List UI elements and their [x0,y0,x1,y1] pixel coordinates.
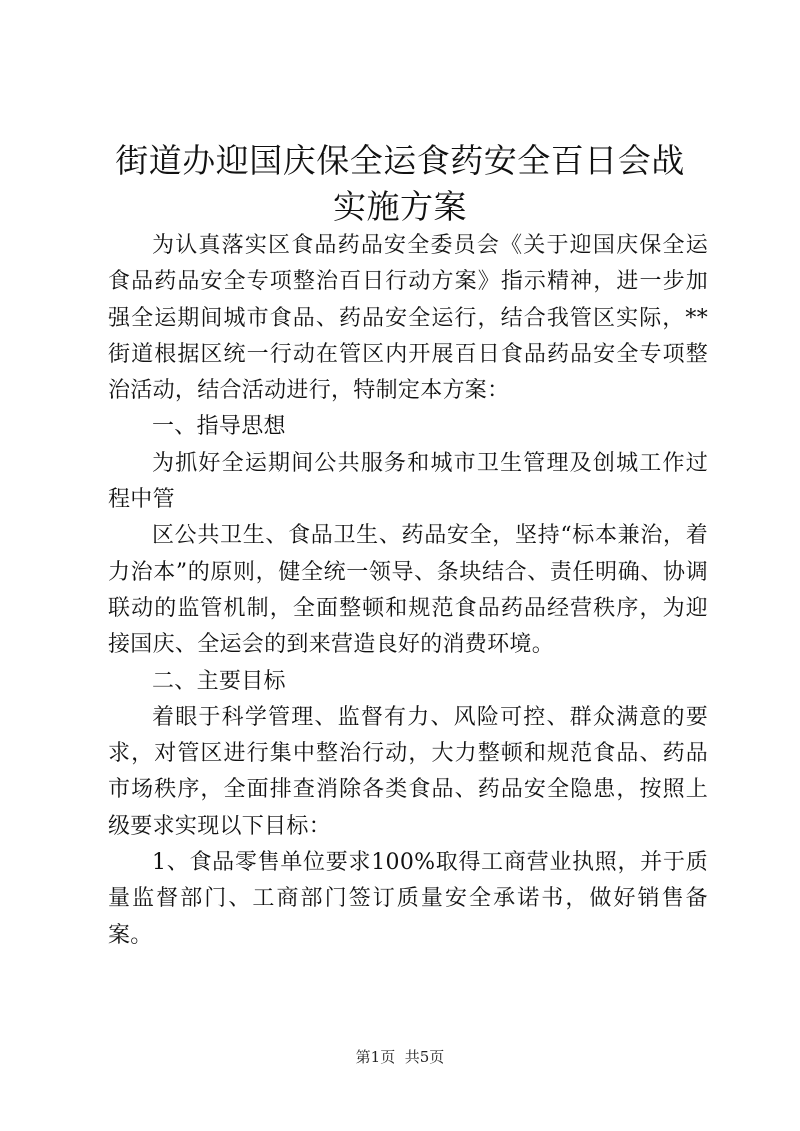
guiding-ideology-paragraph: 区公共卫生、食品卫生、药品安全，坚持“标本兼治，着力治本”的原则，健全统一领导、条块结合、责任明确、协调联动的监管机制，全面整顿和规范食品药品经营秩序，为迎接国庆、全运会的到来营造良好的消费环境。 [108,523,708,658]
section-heading-guiding-ideology: 一、指导思想 [152,414,286,440]
page-total: 共5页 [404,1048,445,1066]
guiding-ideology-line: 为抓好全运期间公共服务和城市卫生管理及创城工作过程中管 [108,450,708,513]
main-goals-paragraph: 着眼于科学管理、监督有力、风险可控、群众满意的要求，对管区进行集中整治行动，大力整顿和规范食品、药品市场秩序，全面排查消除各类食品、药品安全隐患，按照上级要求实现以下目标： [108,704,708,839]
goal-item-1: 1、食品零售单位要求100%取得工商营业执照，并于质量监督部门、工商部门签订质量安全承诺书，做好销售备案。 [108,850,708,948]
footer-separator [395,1048,405,1066]
page-number: 第1页 [355,1048,396,1066]
document-title: 街道办迎国庆保全运食药安全百日会战实施方案 [115,141,685,226]
intro-paragraph: 为认真落实区食品药品安全委员会《关于迎国庆保全运食品药品安全专项整治百日行动方案》指示精神，进一步加强全运期间城市食品、药品安全运行，结合我管区实际，**街道根据区统一行动在管区内开展百日食品药品安全专项整治活动，结合活动进行，特制定本方案： [108,233,708,404]
document-body [108,228,708,954]
page-footer [0,1047,800,1067]
section-heading-main-goals: 二、主要目标 [152,668,286,694]
